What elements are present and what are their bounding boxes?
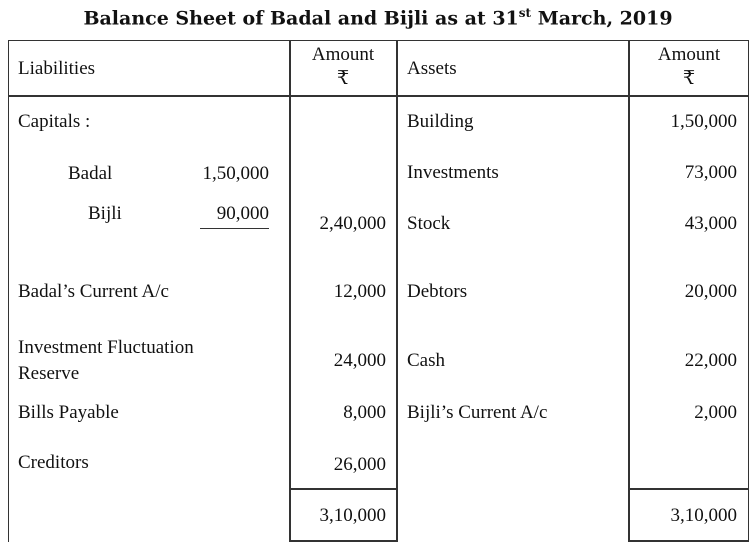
header-assets: Assets <box>407 58 457 79</box>
badal-capital-label: Badal <box>68 163 113 184</box>
cash-label: Cash <box>407 350 445 371</box>
capitals-total: 2,40,000 <box>319 213 386 234</box>
page-title: Balance Sheet of Badal and Bijli as at 31st March, 2019 <box>83 6 673 30</box>
header-rupee-liabilities: ₹ <box>336 68 350 89</box>
bills-payable-amount: 8,000 <box>343 402 386 423</box>
header-rupee-assets: ₹ <box>682 68 696 89</box>
column-divider <box>396 40 398 542</box>
building-label: Building <box>407 111 474 132</box>
header-rule <box>8 95 749 97</box>
building-amount: 1,50,000 <box>670 111 737 132</box>
total-bottom-rule-liabilities <box>289 540 397 542</box>
bijli-capital-amount: 90,000 <box>200 201 269 229</box>
total-rule-liabilities <box>289 488 397 490</box>
ifr-label-line2: Reserve <box>18 363 80 384</box>
ifr-label-line1: Investment Fluctuation <box>18 337 194 358</box>
cash-amount: 22,000 <box>684 350 737 371</box>
badal-capital-amount: 1,50,000 <box>202 163 269 184</box>
capitals-label: Capitals : <box>18 111 91 132</box>
bijli-current-account-label: Bijli’s Current A/c <box>407 402 548 423</box>
ifr-amount: 24,000 <box>333 350 386 371</box>
header-amount-liabilities: Amount <box>311 44 375 65</box>
badal-current-account-amount: 12,000 <box>333 281 386 302</box>
assets-total: 3,10,000 <box>670 505 737 526</box>
bills-payable-label: Bills Payable <box>18 402 119 423</box>
header-liabilities: Liabilities <box>18 58 96 79</box>
stock-amount: 43,000 <box>684 213 737 234</box>
stock-label: Stock <box>407 213 451 234</box>
creditors-amount: 26,000 <box>333 454 386 475</box>
liabilities-total: 3,10,000 <box>319 505 386 526</box>
bijli-capital-label: Bijli <box>88 203 122 224</box>
investments-amount: 73,000 <box>684 162 737 183</box>
investments-label: Investments <box>407 162 499 183</box>
badal-current-account-label: Badal’s Current A/c <box>18 281 169 302</box>
total-rule-assets <box>628 488 749 490</box>
total-bottom-rule-assets <box>628 540 749 542</box>
debtors-amount: 20,000 <box>684 281 737 302</box>
bijli-current-account-amount: 2,000 <box>694 402 737 423</box>
creditors-label: Creditors <box>18 452 89 473</box>
header-amount-assets: Amount <box>657 44 721 65</box>
debtors-label: Debtors <box>407 281 468 302</box>
